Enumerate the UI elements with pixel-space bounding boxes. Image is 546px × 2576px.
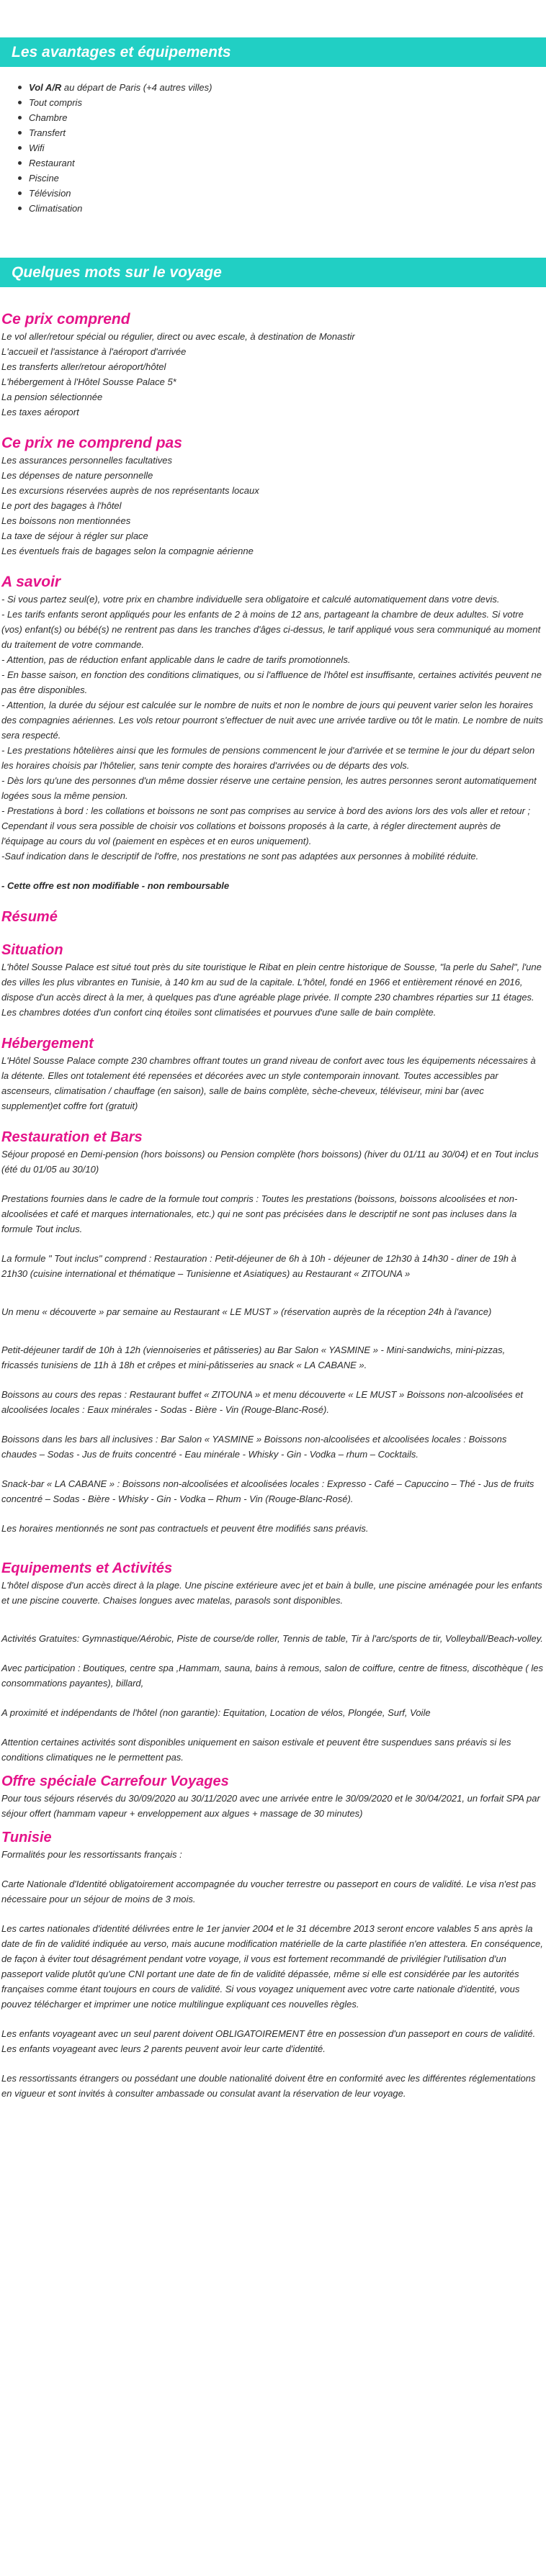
heading-resume: Résumé: [1, 909, 58, 925]
prix-comprend-list: [1, 329, 545, 420]
restauration-p2: Prestations fournies dans le cadre de la formule tout compris : Toutes les prestations (boissons, boissons alcoolisées et non-alcoolisées et café et marques internationales, etc.) qui ne sont pas précisées dans le descriptif ne sont pas incluses dans la formule Tout inclus.: [1, 1193, 518, 1234]
tunisie-p2: Carte Nationale d'Identité obligatoirement accompagnée du voucher terrestre ou passeport en cours de validité. Le visa n'est pas nécessaire pour un séjour de moins de 3 mois.: [1, 1879, 537, 1904]
list-item: [29, 201, 546, 216]
list-item: [29, 140, 546, 155]
list-item: - Les prestations hôtelières ainsi que les formules de pensions commencent le jour d'arrivée et se termine le jour du départ selon les horaires choisis par l'hôtelier, sans tenir compte des horaires d'arrivées ou de départs des vols.: [1, 745, 535, 771]
equipements-p5: Attention certaines activités sont disponibles uniquement en saison estivale et peuvent être suspendues sans préavis si les conditions climatiques ne le permettent pas.: [1, 1737, 511, 1763]
list-item: Les excursions réservées auprès de nos représentants locaux: [1, 485, 259, 496]
a-savoir-list: [1, 592, 545, 864]
restauration-p6: Boissons au cours des repas : Restaurant buffet « ZITOUNA » et menu découverte « LE MUST » Boissons non-alcoolisées et alcoolisées locales : Eaux minérales - Sodas - Bière - Vin (Rouge-Blanc-Rosé).: [1, 1389, 524, 1415]
feature-bold: Vol A/R: [29, 82, 62, 93]
list-item: [29, 171, 546, 186]
heading-restauration: Restauration et Bars: [1, 1129, 143, 1145]
feature-text: Tout compris: [29, 97, 82, 108]
list-item: - Attention, pas de réduction enfant applicable dans le cadre de tarifs promotionnels.: [1, 654, 351, 665]
non-remboursable-note: - Cette offre est non modifiable - non remboursable: [1, 880, 230, 891]
list-item: - Prestations à bord : les collations et boissons ne sont pas comprises au service à bord des avions lors des vols aller et retour ; Cependant il vous sera possible de choisir vos collations et boissons proposés à la carte, à régler directement auprès de l'équipage au cours du vol (paiement en espèces et en euros uniquement).: [1, 805, 531, 846]
equipements-p1: L'hôtel dispose d'un accès direct à la plage. Une piscine extérieure avec jet et bain à bulle, une piscine aménagée pour les enfants et une piscine couverte. Chaises longues avec matelas, parasols sont disponibles.: [1, 1580, 542, 1606]
restauration-p4: Un menu « découverte » par semaine au Restaurant « LE MUST » (réservation auprès de la réception 24h à l'avance): [1, 1306, 492, 1317]
list-item: Les boissons non mentionnées: [1, 515, 131, 526]
list-item: [29, 95, 546, 110]
list-item: Les taxes aéroport: [1, 407, 79, 417]
carrefour-text: Pour tous séjours réservés du 30/09/2020 au 30/11/2020 avec une arrivée entre le 30/09/2020 et le 30/04/2021, un forfait SPA par séjour offert (hammam vapeur + enveloppement aux algues + massage de 30 minutes): [1, 1793, 540, 1819]
list-item: [29, 125, 546, 140]
list-item: [29, 155, 546, 171]
heading-situation: Situation: [1, 942, 63, 958]
prix-exclus-list: [1, 453, 545, 559]
list-item: Les éventuels frais de bagages selon la compagnie aérienne: [1, 546, 254, 556]
page: [0, 37, 546, 2101]
restauration-p5: Petit-déjeuner tardif de 10h à 12h (viennoiseries et pâtisseries) au Bar Salon « YASMINE » - Mini-sandwichs, mini-pizzas, fricassés tunisiens de 11h à 18h et crêpes et mini-pâtisseries au snack « LA CABANE ».: [1, 1345, 506, 1370]
equipements-p4: A proximité et indépendants de l'hôtel (non garantie): Equitation, Location de vélos, Plongée, Surf, Voile: [1, 1707, 431, 1718]
tunisie-p5: Les ressortissants étrangers ou possédant une double nationalité doivent être en conformité avec les différentes réglementations en vigueur et sont invités à consulter ambassade ou consulat avant la réservation de leur voyage.: [1, 2073, 536, 2099]
situation-text: L'hôtel Sousse Palace est situé tout près du site touristique le Ribat en plein centre historique de Sousse, "la perle du Sahel", l'une des villes les plus vibrantes en Tunisie, à 140 km au sud de la capitale. L'hôtel, fondé en 1966 et entièrement rénové en 2016, dispose d'un accès direct à la mer, à quelques pas d'une agréable plage privée. Il compte 230 chambres réparties sur 11 étages. Les chambres dotées d'un confort cinq étoiles sont climatisées et pourvues d'une salle de bain complète.: [1, 962, 542, 1018]
list-item: - En basse saison, en fonction des conditions climatiques, ou si l'affluence de l'hôtel est insuffisante, certaines activités peuvent ne pas être disponibles.: [1, 669, 542, 695]
feature-text: Chambre: [29, 112, 68, 123]
list-item: L'hébergement à l'Hôtel Sousse Palace 5*: [1, 376, 176, 387]
list-item: Le vol aller/retour spécial ou régulier, direct ou avec escale, à destination de Monastir: [1, 331, 355, 342]
section-banner-avantages: Les avantages et équipements: [0, 37, 546, 67]
heading-a-savoir: A savoir: [1, 574, 61, 590]
list-item: [29, 186, 546, 201]
list-item: Les assurances personnelles facultatives: [1, 455, 173, 466]
list-item: [29, 80, 546, 95]
restauration-p9: Les horaires mentionnés ne sont pas contractuels et peuvent être modifiés sans préavis.: [1, 1523, 369, 1534]
heading-carrefour: Offre spéciale Carrefour Voyages: [1, 1773, 229, 1789]
list-item: Les transferts aller/retour aéroport/hôtel: [1, 361, 166, 372]
heading-hebergement: Hébergement: [1, 1036, 94, 1052]
feature-text: Climatisation: [29, 203, 83, 214]
feature-text: Wifi: [29, 143, 45, 153]
tunisie-p4: Les enfants voyageant avec un seul parent doivent OBLIGATOIREMENT être en possession d'un passeport en cours de validité. Les enfants voyageant avec leurs 2 parents peuvent avoir leur carte d'identité.: [1, 2028, 536, 2054]
feature-text: au départ de Paris (+4 autres villes): [61, 82, 212, 93]
list-item: -Sauf indication dans le descriptif de l'offre, nos prestations ne sont pas adaptées aux personnes à mobilité réduite.: [1, 851, 479, 862]
list-item: L'accueil et l'assistance à l'aéroport d'arrivée: [1, 346, 187, 357]
heading-prix-comprend: Ce prix comprend: [1, 311, 130, 327]
feature-text: Piscine: [29, 173, 59, 184]
heading-prix-ne-comprend-pas: Ce prix ne comprend pas: [1, 435, 182, 451]
equipements-p3: Avec participation : Boutiques, centre spa ,Hammam, sauna, bains à remous, salon de coiffure, centre de fitness, discothèque ( les consommations payantes), billard,: [1, 1663, 543, 1689]
voyage-content: [0, 287, 546, 2101]
list-item: - Les tarifs enfants seront appliqués pour les enfants de 2 à moins de 12 ans, partageant la chambre de deux adultes. Si votre (vos) enfant(s) ou bébé(s) ne rentrent pas dans les tranches d'âges ci-dessus, le tarif appliqué vous sera communiqué au moment du traitement de votre commande.: [1, 609, 541, 650]
feature-text: Transfert: [29, 127, 66, 138]
restauration-p7: Boissons dans les bars all inclusives : Bar Salon « YASMINE » Boissons non-alcoolisées et alcoolisées locales : Boissons chaudes – Sodas - Jus de fruits concentré - Eau minérale - Whisky - Gin - Vodka – rhum – Cocktails.: [1, 1434, 507, 1460]
list-item: - Dès lors qu'une des personnes d'un même dossier réserve une certaine pension, les autres personnes seront automatiquement logées sous la même pension.: [1, 775, 537, 801]
list-item: Les dépenses de nature personnelle: [1, 470, 153, 481]
heading-equipements: Equipements et Activités: [1, 1560, 173, 1576]
list-item: Le port des bagages à l'hôtel: [1, 500, 122, 511]
tunisie-p3: Les cartes nationales d'identité délivrées entre le 1er janvier 2004 et le 31 décembre 2013 seront encore valables 5 ans après la date de fin de validité indiquée au verso, mais aucune modification matérielle de la carte plastifiée n'en attestera. En conséquence, de façon à éviter tout désagrément pendant votre voyage, il vous est fortement recommandé de privilégier l'utilisation d'un passeport valide plutôt qu'une CNI portant une date de fin de validité dépassée, même si elle est considérée par les autorités françaises comme étant toujours en cours de validité. Si vous voyagez uniquement avec votre carte nationale d'identité, vous pouvez télécharger et imprimer une notice multilingue expliquant ces nouvelles règles.: [1, 1923, 543, 2010]
hebergement-text: L'Hôtel Sousse Palace compte 230 chambres offrant toutes un grand niveau de confort avec tous les équipements nécessaires à la détente. Elles ont totalement été repensées et décorées avec un style contemporain innovant. Toutes accessibles par ascenseurs, climatisation / chauffage (en saison), salle de bains complète, sèche-cheveux, téléviseur, mini bar (avec supplement)et coffre fort (gratuit): [1, 1055, 536, 1111]
section-banner-voyage: Quelques mots sur le voyage: [0, 258, 546, 287]
list-item: - Si vous partez seul(e), votre prix en chambre individuelle sera obligatoire et calculé automatiquement dans votre devis.: [1, 594, 500, 605]
restauration-p8: Snack-bar « LA CABANE » : Boissons non-alcoolisées et alcoolisées locales : Expresso - Café – Capuccino – Thé - Jus de fruits concentré – Sodas - Bière - Whisky - Gin - Vodka – Rhum - Vin (Rouge-Blanc-Rosé).: [1, 1478, 534, 1504]
restauration-p3: La formule " Tout inclus" comprend : Restauration : Petit-déjeuner de 6h à 10h - déjeuner de 12h30 à 14h30 - diner de 19h à 21h30 (cuisine international et thématique – Tunisienne et Asiatiques) au Restaurant « ZITOUNA »: [1, 1253, 516, 1279]
feature-text: Télévision: [29, 188, 71, 199]
list-item: [29, 110, 546, 125]
feature-text: Restaurant: [29, 158, 75, 168]
restauration-p1: Séjour proposé en Demi-pension (hors boissons) ou Pension complète (hors boissons) (hiver du 01/11 au 30/04) et en Tout inclus (été du 01/05 au 30/10): [1, 1149, 539, 1175]
list-item: La pension sélectionnée: [1, 392, 103, 402]
list-item: La taxe de séjour à régler sur place: [1, 530, 148, 541]
features-list: [0, 80, 546, 216]
tunisie-p1: Formalités pour les ressortissants français :: [1, 1849, 182, 1860]
equipements-p2: Activités Gratuites: Gymnastique/Aérobic, Piste de course/de roller, Tennis de table, Tir à l'arc/sports de tir, Volleyball/Beach-volley.: [1, 1633, 543, 1644]
list-item: - Attention, la durée du séjour est calculée sur le nombre de nuits et non le nombre de jours qui peuvent varier selon les horaires des compagnies aériennes. Les vols retour pourront s'effectuer de nuit avec une arrivée tardive ou tôt le matin. Le nombre de nuits sera respecté.: [1, 700, 543, 741]
heading-tunisie: Tunisie: [1, 1830, 52, 1845]
